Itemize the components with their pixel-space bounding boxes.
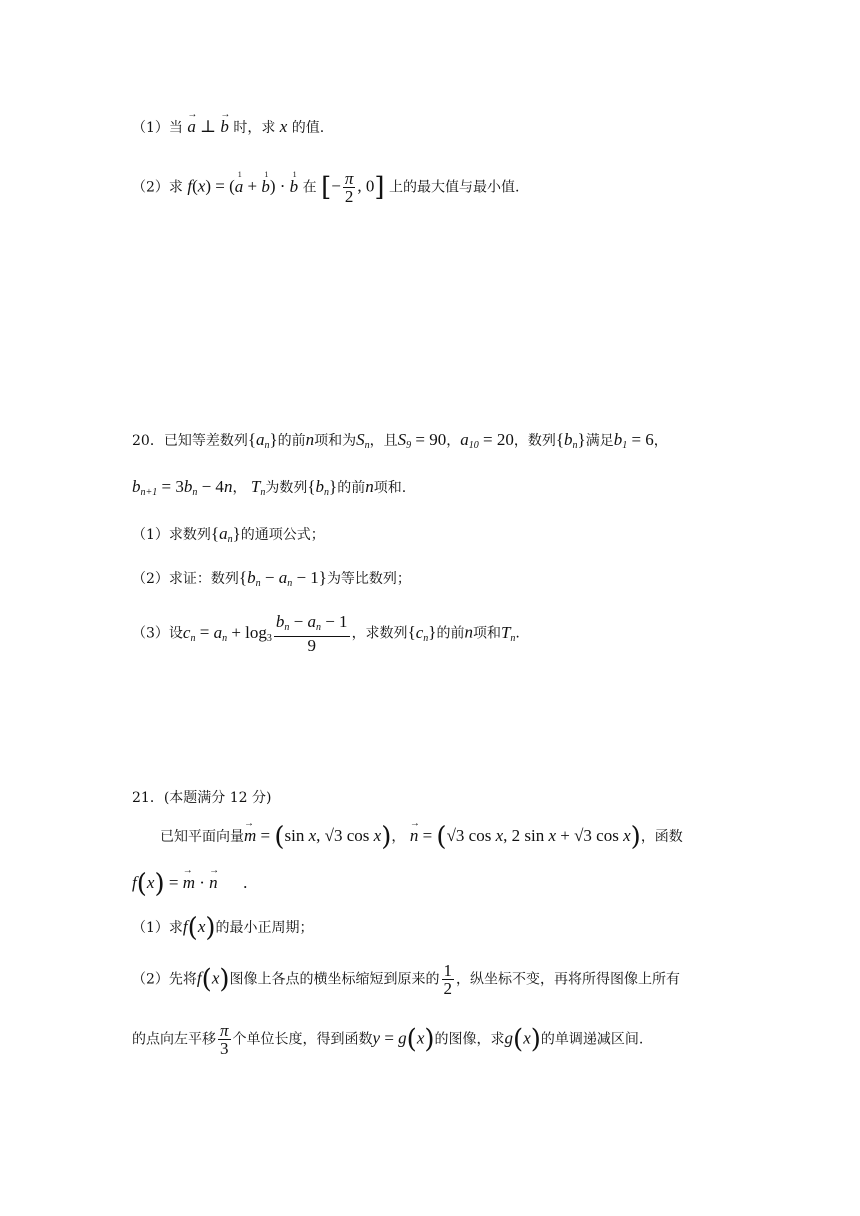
- q20-part1: （1）求数列$\{a_n\}$的通项公式；: [132, 524, 325, 545]
- q21-part2: （2）先将f(x)图像上各点的横坐标缩短到原来的 $\frac{1}{2}$ ，纵坐标不变，再将所得图像上所有: [132, 961, 681, 998]
- formula-f-of-x: f: [187, 176, 193, 196]
- q21-part2-cont: 的点向左平移 $\frac{\pi}{3}$ 个单位长度，得到函数y = g(x)的图像，求g(x)的单调递减区间.: [132, 1021, 644, 1058]
- q19-part2: （2）求 f(x) = (1 a + 1 b) · 1 b 在 [− $\frac{\pi}{2}$ , 0] 上的最大值与最小值.: [132, 170, 519, 205]
- q20-line2: $b_{n+1} = 3b_n - 4n$， $T_n$为数列$\{b_n\}$的前n项和.: [132, 477, 407, 498]
- q21-function-def: f(x) = → m · → n .: [132, 873, 247, 894]
- q20-part3: （3）设$c_n = a_n + \log_3$ $\frac{b_n - a_n - 1}{9}$ ，求数列$\{c_n\}$的前n项和$T_n$.: [132, 612, 520, 655]
- fraction-pi-over-3: $\frac{\pi}{3}$: [220, 1021, 229, 1058]
- fraction-one-half: $\frac{1}{2}$: [443, 961, 453, 998]
- q20-part2: （2）求证：数列$\{b_n - a_n - 1\}$为等比数列；: [132, 568, 411, 589]
- q19-part1: （1）当 → a ⊥ → b 时，求 x 的值.: [132, 117, 324, 138]
- q21-part1: （1）求f(x)的最小正周期；: [132, 913, 314, 943]
- q20-intro: 20．已知等差数列$\{a_n\}$的前n项和为$S_n$，且$S_9 = 90$，$a_{10} = 20$，数列$\{b_n\}$满足$b_1 = 6$，: [132, 430, 668, 451]
- fraction-pi-over-2: $\frac{\pi}{2}$: [344, 169, 354, 206]
- q21-intro: 已知平面向量→ m = (sin x, √3 cos x)， → n = (√3 cos x, 2 sin x + √3 cos x)，函数: [160, 826, 683, 847]
- q21-title: 21．(本题满分 12 分): [132, 790, 272, 806]
- fraction-bn-an-over-9: $\frac{b_n - a_n - 1}{9}$: [275, 612, 348, 655]
- formula-a-perp-b: → a ⊥ → b: [187, 117, 229, 136]
